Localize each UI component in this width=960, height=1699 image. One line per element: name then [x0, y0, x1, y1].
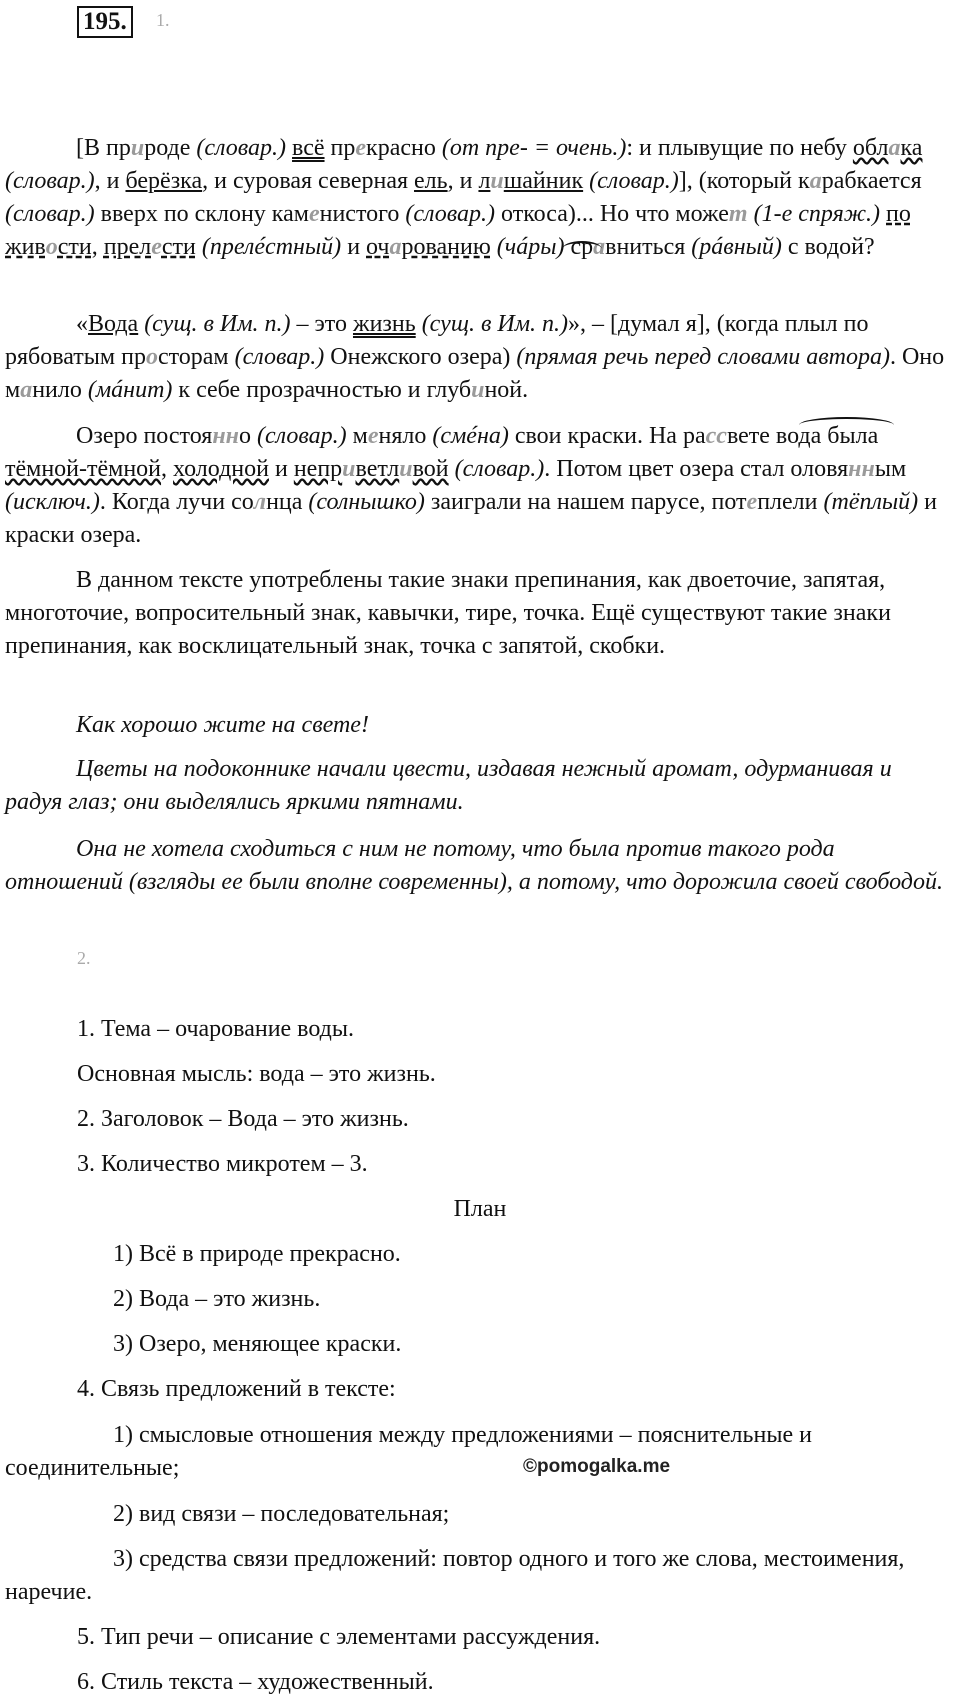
- text-segment: свои краски. На ра: [508, 423, 706, 449]
- connection-heading: 4. Связь предложений в тексте:: [77, 1376, 396, 1402]
- text-segment: непр: [293, 456, 343, 482]
- text-segment: е: [151, 234, 162, 260]
- text-segment: о: [238, 423, 257, 449]
- text-segment: . Потом цвет озера стал оловя: [544, 456, 849, 482]
- text-segment: т: [728, 201, 748, 227]
- text-segment: плели: [757, 489, 824, 515]
- text-segment: и: [399, 456, 413, 482]
- watermark: ©pomogalka.me: [523, 1456, 671, 1477]
- text-segment: (исключ.): [5, 489, 100, 515]
- text-segment: ым: [874, 456, 907, 482]
- text-segment: , и: [447, 168, 479, 194]
- speech-type-line: 5. Тип речи – описание с элементами рассуждения.: [77, 1624, 601, 1650]
- example-sentence-1: [5, 709, 945, 742]
- text-segment: красно: [366, 135, 442, 161]
- text-segment: сс: [705, 423, 727, 449]
- text-segment: нн: [848, 456, 875, 482]
- text-segment: вверх по склону кам: [94, 201, 309, 227]
- text-segment: тёмной-тёмной: [5, 456, 162, 482]
- text-segment: (мáнит): [87, 377, 173, 403]
- text-segment: (словар.): [589, 168, 679, 194]
- text-segment: : и плывущие по небу: [626, 135, 853, 161]
- connection-item-3: 3) средства связи предложений: повтор одного и того же слова, местоимения, наречие.: [5, 1546, 905, 1605]
- text-segment: В данном тексте употреблены такие знаки препинания, как двоеточие, запятая, многоточие, вопросительный знак, кавычки, тире, точка. Ещё существуют такие знаки препинания, как восклицательный знак, точка с запятой, скобки.: [5, 567, 891, 659]
- text-segment: Цветы на подоконнике начали цвести, издавая нежный аромат, одурманивая и радуя глаз; они выделялись яркими пятнами.: [5, 756, 892, 815]
- punctuation-paragraph: [5, 564, 945, 663]
- connection-item-2: 2) вид связи – последовательная;: [113, 1501, 450, 1527]
- text-segment: вниться: [605, 234, 692, 260]
- microtopics-line: 3. Количество микротем – 3.: [77, 1151, 368, 1177]
- text-segment: всё: [292, 135, 325, 161]
- text-paragraph-3: [5, 420, 945, 552]
- text-segment: ветл: [355, 456, 400, 482]
- text-segment: , и суровая северная: [202, 168, 415, 194]
- text-segment: (словар.): [256, 423, 347, 449]
- text-segment: о: [145, 344, 158, 370]
- text-segment: нистого: [319, 201, 406, 227]
- text-segment: няло: [378, 423, 433, 449]
- text-segment: о: [45, 234, 58, 260]
- text-segment: шайник: [503, 168, 584, 194]
- text-segment: Как хорошо жите на свете!: [76, 712, 369, 738]
- text-segment: (1-е спряж.): [753, 201, 881, 227]
- text-segment: (словар.): [5, 168, 95, 194]
- text-segment: сти: [161, 234, 196, 260]
- text-segment: (смéна): [432, 423, 509, 449]
- style-line: 6. Стиль текста – художественный.: [77, 1669, 434, 1695]
- text-segment: Вода: [88, 311, 139, 337]
- text-segment: нца: [266, 489, 309, 515]
- text-segment: а: [389, 234, 402, 260]
- text-segment: и: [342, 456, 356, 482]
- text-segment: (прямая речь перед словами автора): [516, 344, 890, 370]
- text-segment: роде: [144, 135, 197, 161]
- part-2-label: 2.: [77, 948, 91, 968]
- text-segment: Онежского озера): [324, 344, 517, 370]
- text-segment: (чáры): [496, 234, 565, 260]
- text-segment: а: [593, 234, 606, 260]
- connection-item-1: 1) смысловые отношения между предложениями – пояснительные и соединительные;: [5, 1422, 812, 1481]
- text-segment: и краски озера.: [5, 489, 938, 548]
- text-segment: (солнышко): [308, 489, 425, 515]
- text-segment: (словар.): [454, 456, 545, 482]
- text-segment: л: [478, 168, 491, 194]
- text-segment: е: [308, 201, 320, 227]
- text-segment: откоса)... Но что може: [495, 201, 729, 227]
- text-segment: (рáвный): [691, 234, 782, 260]
- text-segment: а: [888, 135, 901, 161]
- exercise-number: 195.: [77, 6, 133, 38]
- plan-item-2: 2) Вода – это жизнь.: [113, 1286, 321, 1312]
- text-segment: холодной: [173, 456, 269, 482]
- title-line: 2. Заголовок – Вода – это жизнь.: [77, 1106, 409, 1132]
- text-segment: (прелéстный): [201, 234, 342, 260]
- text-segment: е: [367, 423, 379, 449]
- topic-line: 1. Тема – очарование воды.: [77, 1016, 354, 1042]
- text-segment: а: [20, 377, 33, 403]
- text-segment: е: [355, 135, 367, 161]
- text-segment: вете вода была: [726, 423, 879, 449]
- text-segment: нило: [32, 377, 88, 403]
- main-idea-line: Основная мысль: вода – это жизнь.: [77, 1061, 436, 1087]
- text-segment: сторам: [157, 344, 235, 370]
- plan-item-1: 1) Всё в природе прекрасно.: [113, 1241, 401, 1267]
- text-segment: по жив: [5, 201, 911, 260]
- text-segment: (от пре- = очень.): [441, 135, 627, 161]
- text-segment: а: [809, 168, 822, 194]
- text-segment: ной.: [484, 377, 529, 403]
- text-segment: заиграли на нашем парусе, пот: [424, 489, 747, 515]
- text-segment: (тёплый): [823, 489, 919, 515]
- text-segment: [В пр: [76, 135, 131, 161]
- text-segment: ка: [900, 135, 923, 161]
- text-segment: , и: [94, 168, 126, 194]
- example-sentence-2: [5, 753, 945, 819]
- part-1-label: 1.: [156, 10, 170, 30]
- text-segment: (словар.): [196, 135, 287, 161]
- text-segment: (словар.): [405, 201, 496, 227]
- text-segment: и: [268, 456, 294, 482]
- text-segment: е: [746, 489, 758, 515]
- text-paragraph-1: [5, 132, 945, 264]
- text-segment: (словар.): [5, 201, 95, 227]
- text-segment: Озеро постоя: [76, 423, 213, 449]
- plan-item-3: 3) Озеро, меняющее краски.: [113, 1331, 402, 1357]
- text-paragraph-2: [5, 308, 945, 407]
- text-segment: нн: [212, 423, 239, 449]
- text-segment: ср: [564, 234, 594, 260]
- text-segment: (сущ. в Им. п.): [421, 311, 568, 337]
- text-segment: и: [341, 234, 367, 260]
- text-segment: прел: [103, 234, 152, 260]
- text-segment: ,: [161, 456, 174, 482]
- root-arc-mark: [799, 417, 894, 433]
- root-arc-mark: [562, 241, 602, 257]
- text-segment: (словар.): [234, 344, 325, 370]
- text-segment: рабкается: [821, 168, 922, 194]
- text-segment: «: [76, 311, 88, 337]
- text-segment: ель: [414, 168, 448, 194]
- text-segment: ], (который к: [678, 168, 810, 194]
- text-segment: жизнь: [352, 311, 416, 337]
- text-segment: с водой?: [781, 234, 875, 260]
- text-segment: », – [думал я], (когда плыл по рябоватым пр: [5, 311, 869, 370]
- plan-heading: План: [453, 1196, 507, 1222]
- text-segment: рованию: [401, 234, 491, 260]
- text-segment: . Когда лучи со: [99, 489, 254, 515]
- text-segment: берёзка: [125, 168, 203, 194]
- text-segment: л: [253, 489, 267, 515]
- text-segment: и: [490, 168, 504, 194]
- text-segment: и: [471, 377, 485, 403]
- text-segment: пр: [324, 135, 356, 161]
- text-segment: Она не хотела сходиться с ним не потому, что была против такого рода отношений (взгляды ее были вполне современны), а потому, что дорожила своей свободой.: [5, 836, 943, 895]
- text-segment: к себе прозрачностью и глуб: [172, 377, 472, 403]
- text-segment: ,: [91, 234, 104, 260]
- text-segment: вой: [412, 456, 449, 482]
- text-segment: – это: [290, 311, 353, 337]
- text-segment: . Оно м: [5, 344, 945, 403]
- text-segment: и: [130, 135, 145, 161]
- text-segment: (сущ. в Им. п.): [144, 311, 291, 337]
- text-segment: оч: [366, 234, 390, 260]
- text-segment: обл: [852, 135, 889, 161]
- text-segment: сти: [57, 234, 92, 260]
- example-sentence-3: [5, 833, 945, 899]
- text-segment: м: [346, 423, 368, 449]
